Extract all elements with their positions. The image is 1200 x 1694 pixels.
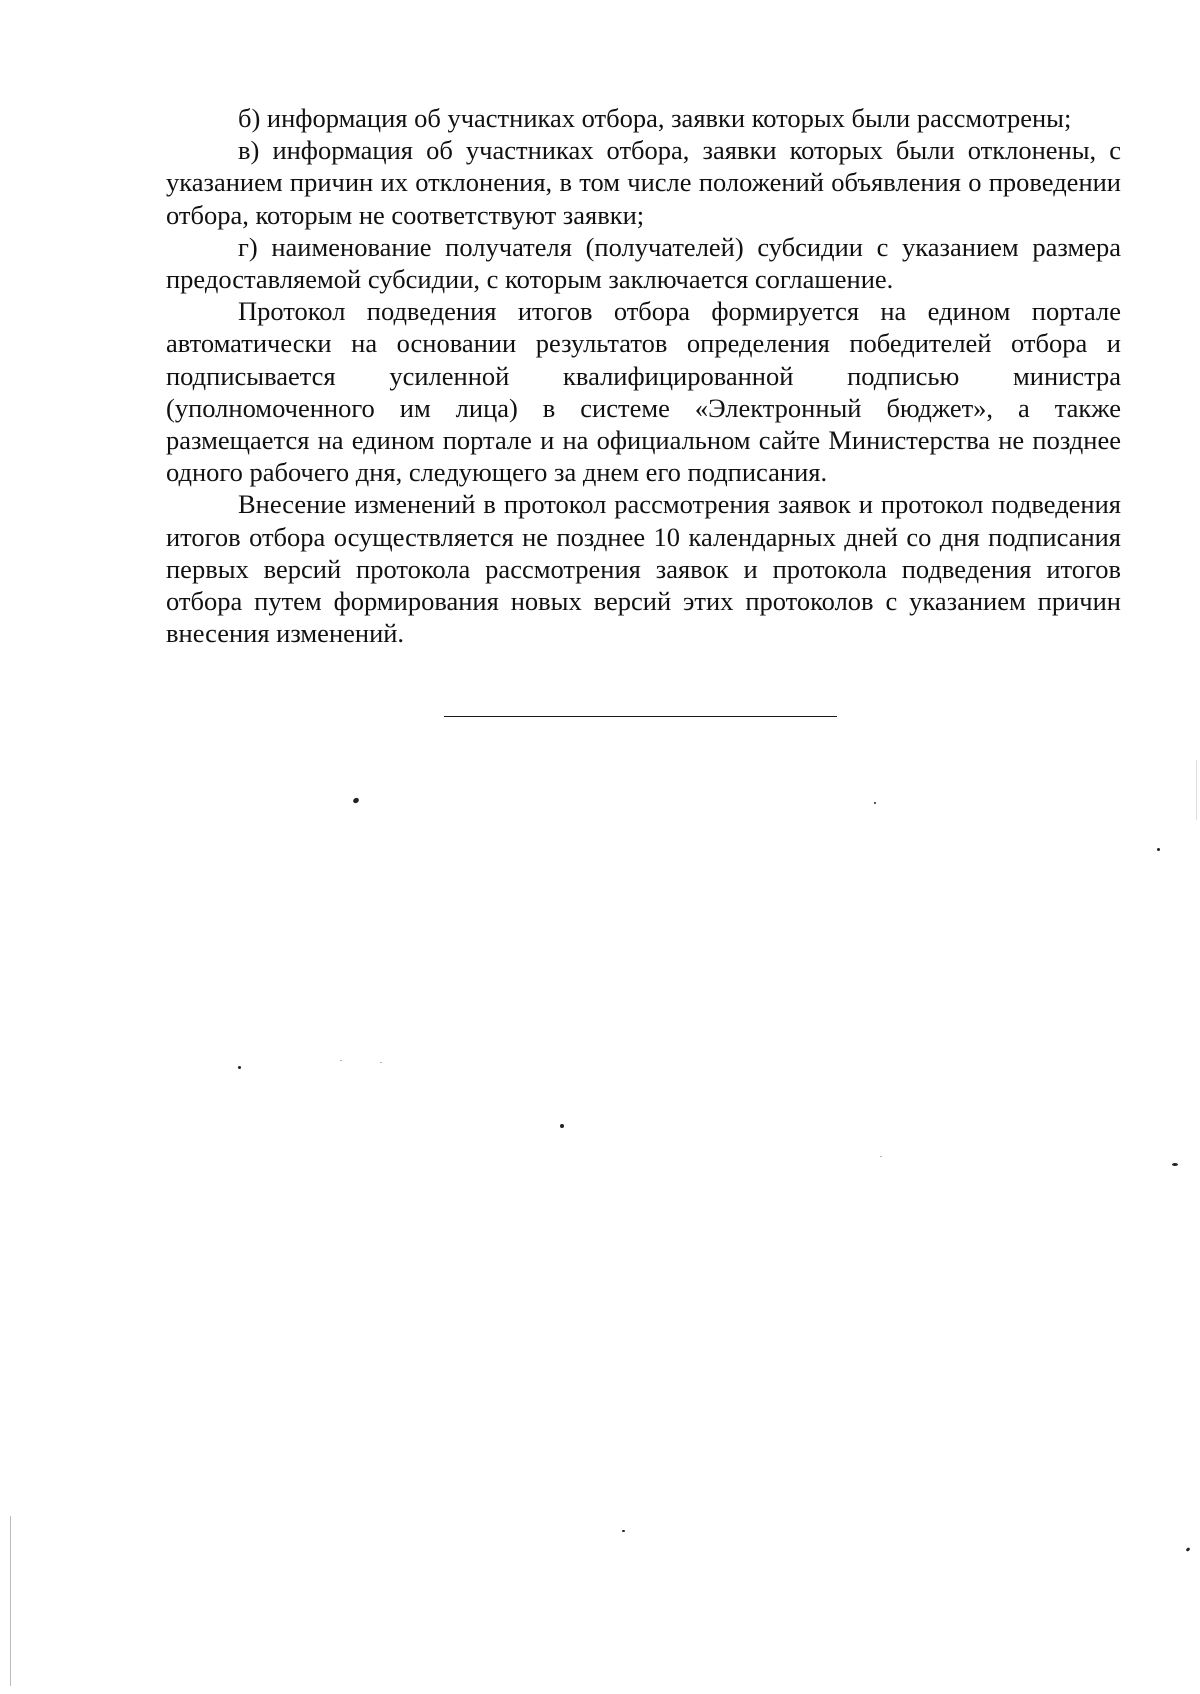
scan-speck — [1157, 848, 1160, 851]
paragraph-protocol-changes: Внесение изменений в протокол рассмотрения заявок и протокол подведения итогов отбора осуществляется не позднее 10 календарных дней со дня подписания первых версий протокола рассмотрения заявок и протокола подведения итогов отбора путем формирования новых версий этих протоколов с указанием причин внесения изменений. — [166, 489, 1121, 649]
paragraph-b: б) информация об участниках отбора, заявки которых были рассмотрены; — [238, 103, 1072, 133]
scan-speck — [352, 797, 360, 805]
scan-speck — [622, 1530, 625, 1532]
scan-speck — [1186, 1547, 1191, 1552]
paragraph-v: в) информация об участниках отбора, заявки которых были отклонены, с указанием причин их отклонения, в том числе положений объявления о проведении отбора, которым не соответствуют заявки; — [166, 135, 1121, 230]
paragraph-g: г) наименование получателя (получателей) субсидии с указанием размера предоставляемой субсидии, с которым заключается соглашение. — [166, 231, 1121, 295]
scan-speck — [380, 1062, 382, 1063]
end-divider-line — [444, 716, 837, 717]
scan-speck — [340, 1060, 342, 1061]
document-body — [166, 102, 1121, 649]
scan-speck — [874, 802, 876, 804]
scan-speck — [1172, 1163, 1178, 1166]
paragraph-protocol-summary: Протокол подведения итогов отбора формируется на едином портале автоматически на основании результатов определения победителей отбора и подписывается усиленной квалифицированной подписью министра (уполномоченного им лица) в системе «Электронный бюджет», а также размещается на едином портале и на официальном сайте Министерства не позднее одного рабочего дня, следующего за днем его подписания. — [166, 296, 1121, 488]
scan-edge-line — [10, 1516, 11, 1686]
scan-edge-line — [1196, 760, 1197, 820]
scan-speck — [238, 1066, 241, 1069]
scan-speck — [560, 1124, 564, 1128]
scan-speck — [880, 1156, 882, 1157]
